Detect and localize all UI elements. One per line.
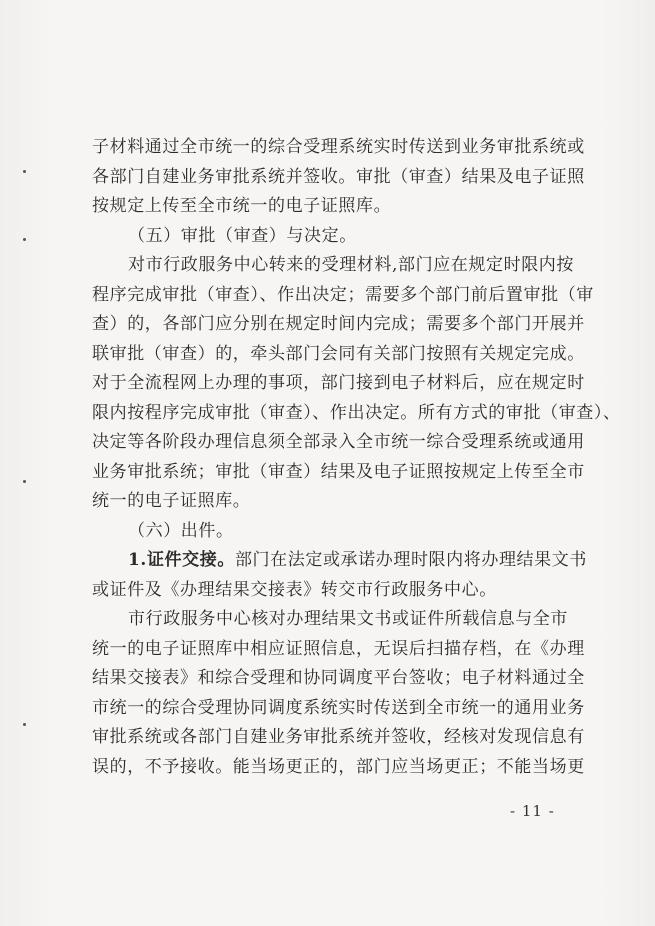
line-text: 联审批（审查）的，牵头部门会同有关部门按照有关规定完成。 — [92, 343, 585, 364]
line-text: 程序完成审批（审查）、作出决定；需要多个部门前后置审批（审 — [92, 284, 594, 305]
line-text: 或证件及《办理结果交接表》转交市行政服务中心。 — [92, 579, 497, 600]
document-body — [92, 133, 621, 782]
text-line — [92, 133, 585, 163]
text-line — [92, 428, 585, 458]
text-line — [92, 458, 585, 488]
line-text: 审批系统或各部门自建业务审批系统并签收，经核对发现信息有 — [92, 727, 585, 747]
text-line — [92, 369, 585, 399]
line-text: 按规定上传至全市统一的电子证照库。 — [92, 196, 392, 216]
line-text: （五）审批（审查）与决定。 — [128, 225, 357, 246]
text-line — [92, 576, 564, 606]
line-text: 部门在法定或承诺办理时限内将办理结果文书 — [234, 550, 587, 570]
binding-hole-mark — [23, 170, 26, 173]
page-number: - 11 - — [510, 802, 555, 820]
line-text: 决定等各阶段办理信息须全部录入全市统一综合受理系统或通用 — [92, 432, 585, 452]
line-text: 对市行政服务中心转来的受理材料,部门应在规定时限内按 — [128, 255, 575, 275]
binding-hole-mark — [23, 480, 26, 483]
text-line — [92, 310, 585, 340]
text-line — [92, 546, 587, 576]
text-line — [92, 192, 564, 222]
text-line — [92, 753, 585, 783]
text-line — [92, 163, 585, 193]
text-line — [92, 605, 568, 635]
text-line — [92, 723, 585, 753]
line-text: 误的，不予接收。能当场更正的，部门应当场更正；不能当场更 — [92, 756, 585, 777]
line-text: 各部门自建业务审批系统并签收。审批（审查）结果及电子证照 — [92, 166, 585, 187]
line-text: 市统一的综合受理协同调度系统实时传送到全市统一的通用业务 — [92, 697, 585, 718]
text-line — [92, 635, 585, 665]
binding-hole-mark — [23, 723, 26, 726]
line-text: 统一的电子证照库。 — [92, 491, 251, 511]
line-text: （六）出件。 — [128, 520, 234, 541]
text-line — [92, 340, 585, 370]
line-text: 子材料通过全市统一的综合受理系统实时传送到业务审批系统或 — [92, 137, 585, 157]
line-text: 统一的电子证照库中相应证照信息，无误后扫描存档，在《办理 — [92, 638, 585, 659]
text-line — [92, 281, 594, 311]
text-line — [92, 399, 621, 429]
text-line — [92, 664, 585, 694]
text-line — [92, 517, 564, 547]
binding-hole-mark — [23, 238, 26, 241]
text-line — [92, 251, 575, 281]
text-line — [92, 487, 564, 517]
bold-lead-text: 1.证件交接。 — [128, 550, 235, 570]
text-line — [92, 694, 585, 724]
text-line — [92, 222, 564, 252]
line-text: 限内按程序完成审批（审查）、作出决定。所有方式的审批（审查）、 — [92, 402, 621, 423]
line-text: 查）的，各部门应分别在规定时间内完成；需要多个部门开展并 — [92, 314, 585, 334]
line-text: 市行政服务中心核对办理结果文书或证件所载信息与全市 — [128, 609, 568, 629]
line-text: 对于全流程网上办理的事项，部门接到电子材料后，应在规定时 — [92, 373, 585, 393]
line-text: 结果交接表》和综合受理和协同调度平台签收；电子材料通过全 — [92, 668, 585, 688]
line-text: 业务审批系统；审批（审查）结果及电子证照按规定上传至全市 — [92, 461, 585, 482]
